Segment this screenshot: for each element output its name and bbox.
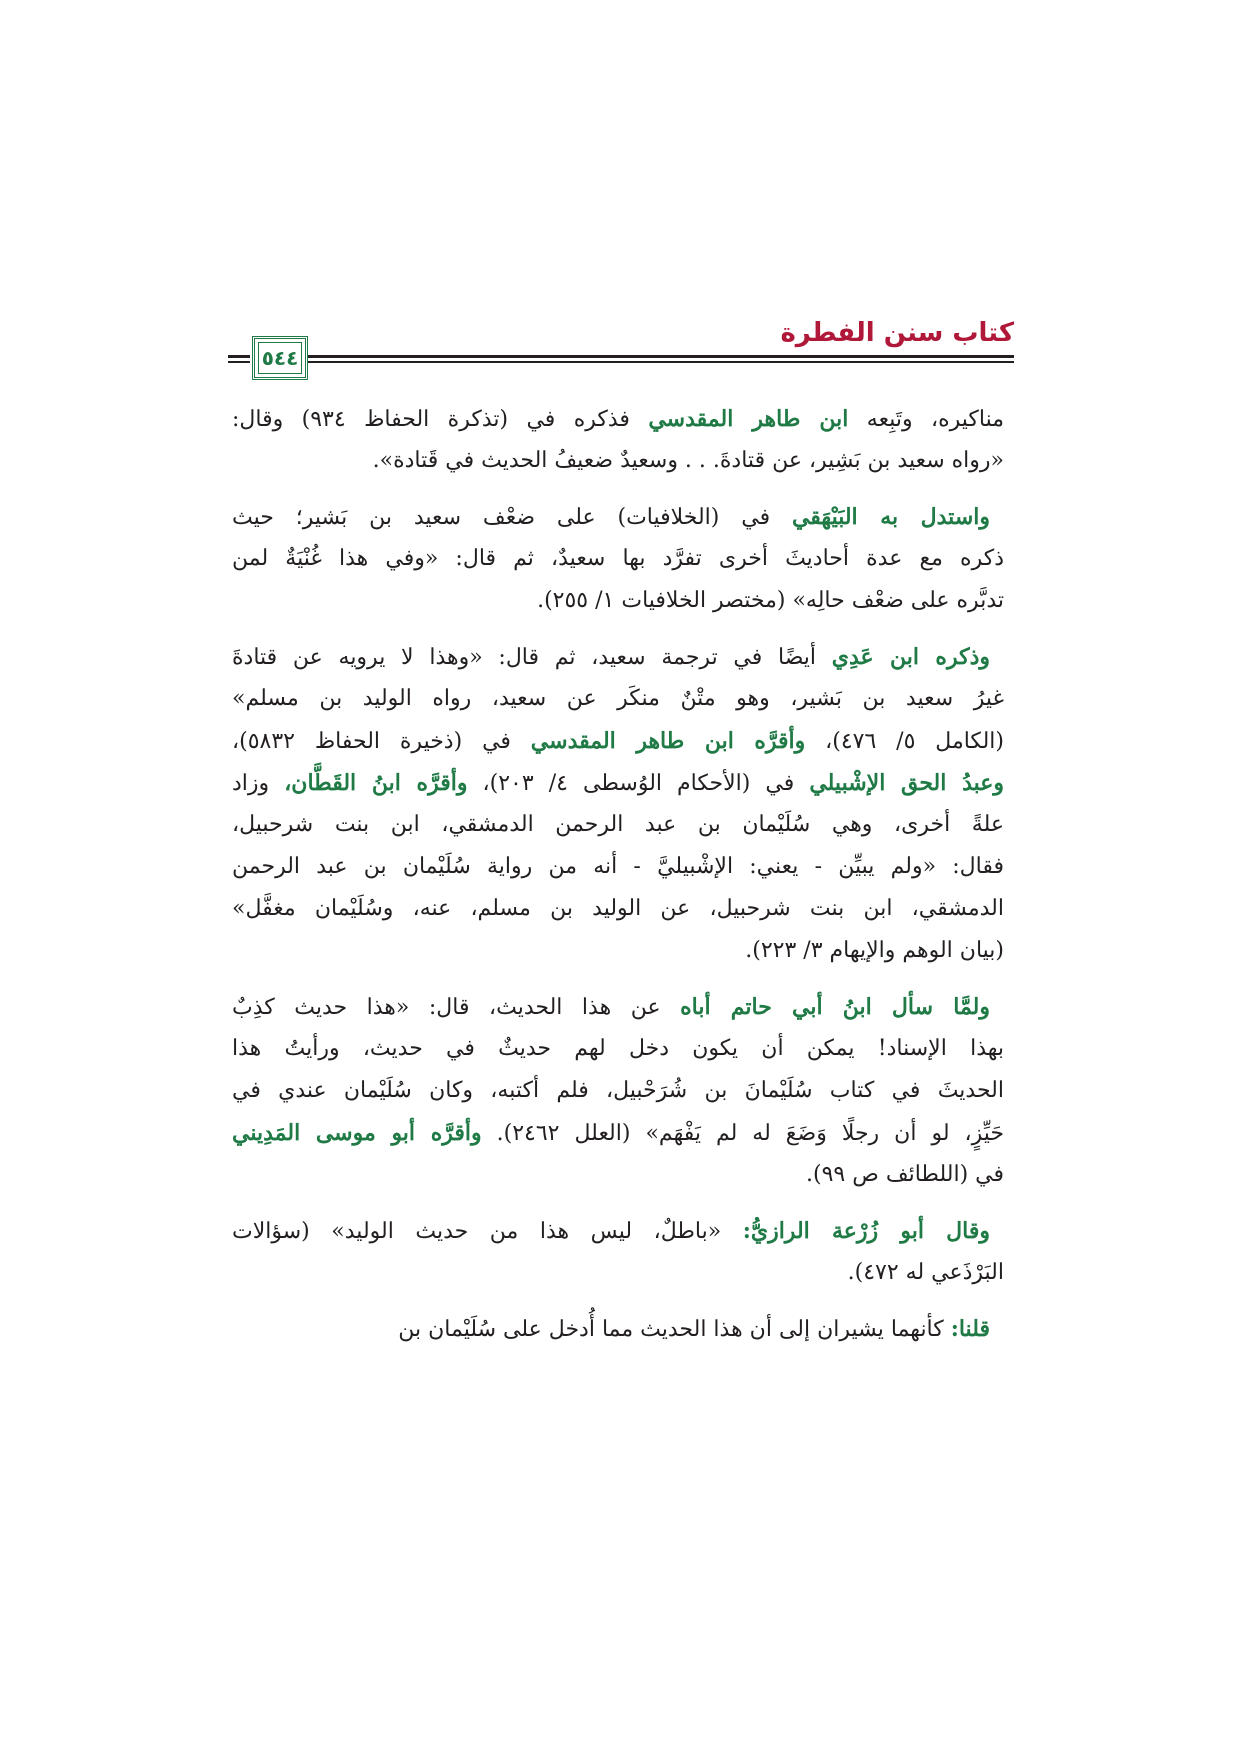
highlighted-name: ولمَّا سأل ابنُ أبي حاتم أباه: [680, 994, 990, 1020]
text-run: تدبَّره على ضعْف حالِه» (مختصر الخلافيات ١/ ٢٥٥).: [537, 588, 1004, 613]
highlighted-name: قلنا:: [950, 1316, 990, 1342]
highlighted-name: وأقرَّه ابنُ القَطَّان،: [284, 770, 468, 796]
header-rule: [269, 361, 1014, 363]
text-line: [232, 762, 1004, 804]
text-run: «رواه سعيد بن بَشِير، عن قتادةَ. . . وسعيدٌ ضعيفُ الحديث في قَتادة».: [372, 448, 1004, 473]
text-line: [232, 888, 1004, 930]
header-rule: [228, 355, 250, 358]
text-run: في (الأحكام الوُسطى ٤/ ٢٠٣)،: [467, 771, 810, 796]
text-run: الحديثَ في كتاب سُلَيْمانَ بن شُرَحْبيل، فلم أكتبه، وكان سُلَيْمان عندي في: [232, 1078, 1004, 1103]
highlighted-name: وذكره ابن عَدِي: [831, 644, 990, 670]
page-number-badge: [252, 336, 308, 380]
paragraph: [232, 1210, 1004, 1294]
highlighted-name: وقال أبو زُرْعة الرازيُّ:: [742, 1218, 991, 1244]
text-line: [232, 930, 1004, 972]
highlighted-name: ابن طاهر المقدسي: [648, 406, 849, 432]
text-run: البَرْذَعي له ٤٧٢).: [847, 1260, 1004, 1285]
paragraph: [232, 496, 1004, 622]
text-line: [232, 1308, 1004, 1350]
page-header: [228, 318, 1014, 390]
highlighted-name: وأقرَّه ابن طاهر المقدسي: [530, 728, 806, 754]
text-line: [232, 720, 1004, 762]
paragraph: [232, 636, 1004, 972]
text-line: [232, 846, 1004, 888]
text-run: في (ذخيرة الحفاظ ٥٨٣٢)،: [232, 729, 531, 754]
highlighted-name: واستدل به البَيْهَقي: [791, 504, 990, 530]
text-line: [232, 1070, 1004, 1112]
page-body: [232, 398, 1004, 1364]
text-line: [232, 538, 1004, 580]
text-line: [232, 1252, 1004, 1294]
text-run: حَيِّزٍ، لو أن رجلًا وَضَعَ له لم يَفْهَم» (العلل ٢٤٦٢).: [481, 1121, 1004, 1146]
text-line: [232, 496, 1004, 538]
text-line: [232, 678, 1004, 720]
text-run: أيضًا في ترجمة سعيد، ثم قال: «وهذا لا يرويه عن قتادةَ: [232, 645, 832, 670]
text-line: [232, 580, 1004, 622]
text-line: [232, 1210, 1004, 1252]
header-rule: [228, 361, 250, 363]
text-run: عن هذا الحديث، قال: «هذا حديث كذِبٌ: [232, 995, 681, 1020]
text-run: مناكيره، وتَبِعه: [848, 407, 1004, 432]
text-run: فقال: «ولم يبيِّن - يعني: الإشْبيليَّ - أنه من رواية سُلَيْمان بن عبد الرحمن: [232, 854, 1004, 879]
text-run: (الكامل ٥/ ٤٧٦)،: [805, 729, 1004, 754]
text-run: «باطلٌ، ليس هذا من حديث الوليد» (سؤالات: [232, 1219, 743, 1244]
text-run: الدمشقي، ابن بنت شرحبيل، عن الوليد بن مسلم، عنه، وسُلَيْمان مغفَّل»: [232, 896, 1004, 921]
highlighted-name: وعبدُ الحق الإشْبيلي: [809, 770, 1005, 796]
header-rule: [269, 355, 1014, 358]
text-run: بهذا الإسناد! يمكن أن يكون دخل لهم حديثٌ في حديث، ورأيتُ هذا: [232, 1036, 1005, 1061]
text-line: [232, 1028, 1004, 1070]
text-run: غيرُ سعيد بن بَشير، وهو متْنٌ منكَر عن سعيد، رواه الوليد بن مسلم»: [232, 686, 1004, 711]
text-run: كأنهما يشيران إلى أن هذا الحديث مما أُدخل على سُلَيْمان بن: [398, 1317, 951, 1342]
paragraph: [232, 1308, 1004, 1350]
text-line: [232, 1112, 1004, 1154]
text-run: في (الخلافيات) على ضعْف سعيد بن بَشير؛ حيث: [232, 505, 792, 530]
text-line: [232, 398, 1004, 440]
text-run: علةً أخرى، وهي سُلَيْمان بن عبد الرحمن الدمشقي، ابن بنت شرحبيل،: [232, 812, 1004, 837]
text-line: [232, 1154, 1004, 1196]
book-title: كتاب سنن الفطرة: [780, 318, 1014, 348]
text-line: [232, 804, 1004, 846]
text-run: (بيان الوهم والإيهام ٣/ ٢٢٣).: [745, 938, 1004, 963]
text-line: [232, 636, 1004, 678]
page-number: ٥٤٤: [261, 346, 299, 370]
text-line: [232, 440, 1004, 482]
paragraph: [232, 398, 1004, 482]
text-line: [232, 986, 1004, 1028]
text-run: وزاد: [232, 771, 285, 796]
text-run: ذكره مع عدة أحاديثَ أخرى تفرَّد بها سعيدٌ، ثم قال: «وفي هذا غُنْيَةٌ لمن: [232, 546, 1004, 571]
text-run: فذكره في (تذكرة الحفاظ ٩٣٤) وقال:: [232, 407, 649, 432]
text-run: في (اللطائف ص ٩٩).: [806, 1162, 1004, 1187]
paragraph: [232, 986, 1004, 1196]
highlighted-name: وأقرَّه أبو موسى المَدِيني: [232, 1120, 482, 1146]
